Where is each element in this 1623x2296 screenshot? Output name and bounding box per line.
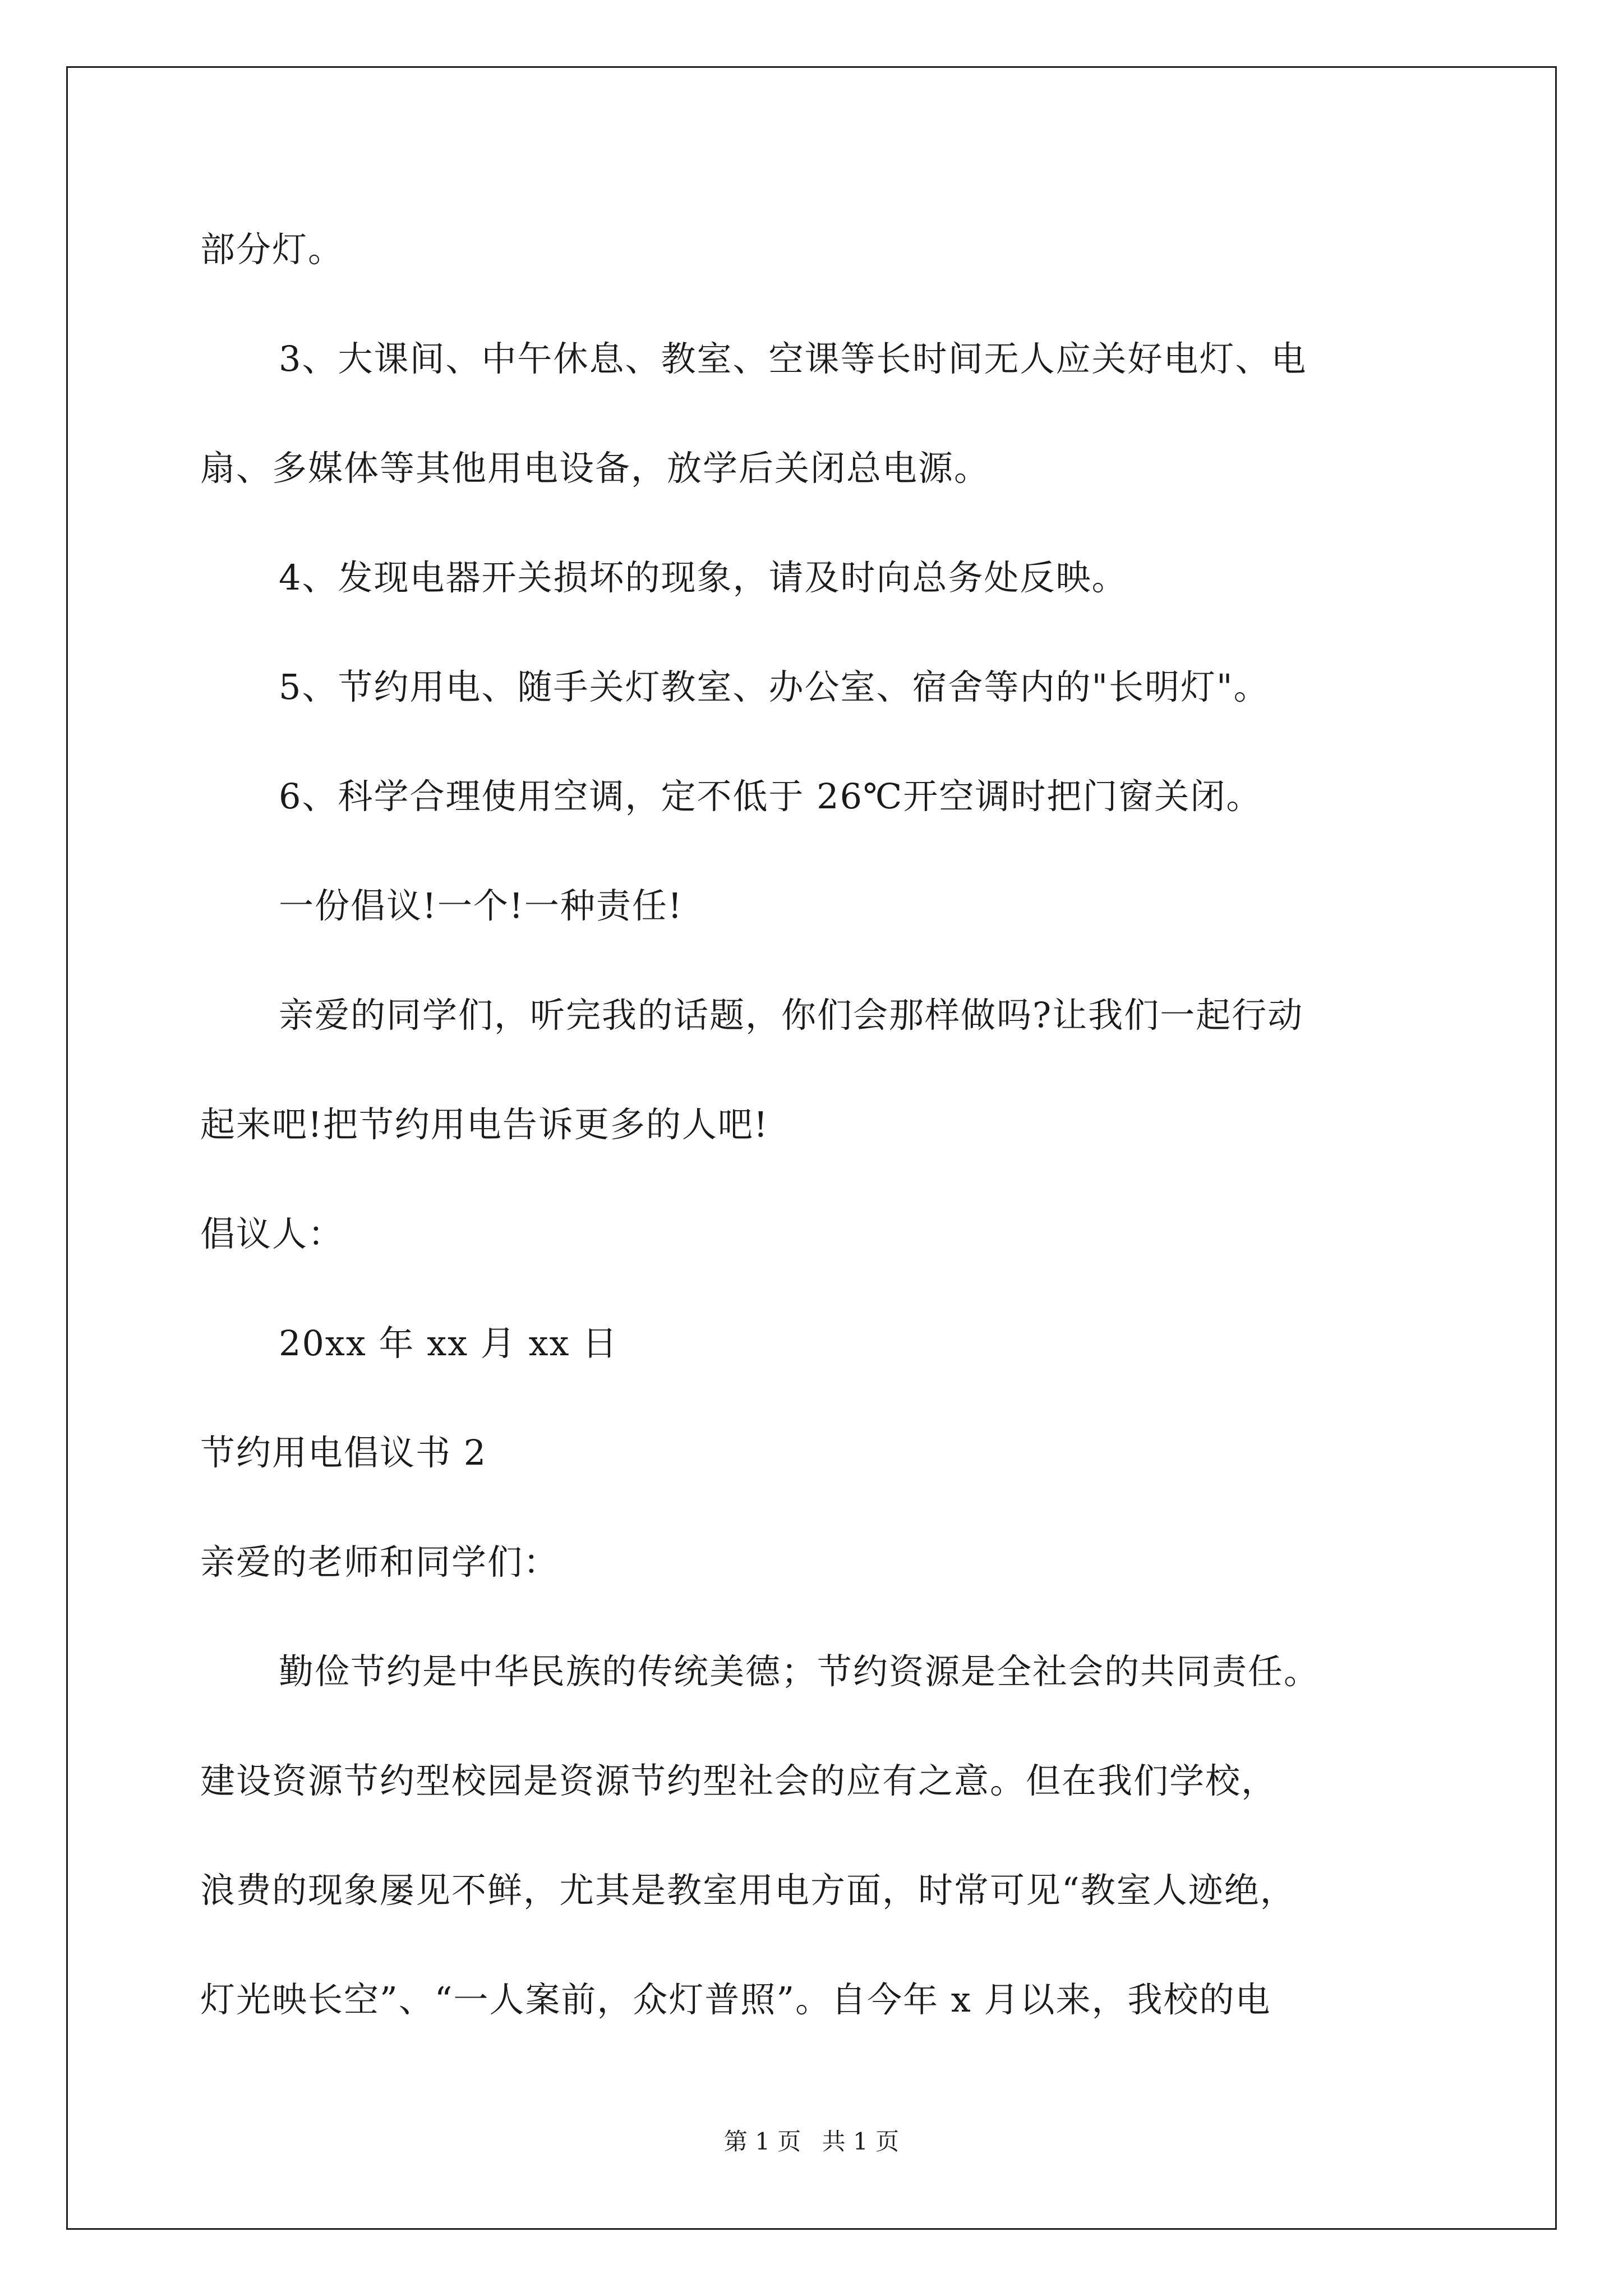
text-line-8: 亲爱的同学们，听完我的话题，你们会那样做吗?让我们一起行动	[279, 995, 1304, 1036]
text-line-9: 起来吧!把节约用电告诉更多的人吧!	[200, 1104, 769, 1145]
text-line-5: 5、节约用电、随手关灯教室、办公室、宿舍等内的"长明灯"。	[279, 666, 1270, 707]
text-line-14: 勤俭节约是中华民族的传统美德；节约资源是全社会的共同责任。	[279, 1651, 1320, 1692]
page-footer	[0, 2125, 1623, 2159]
text-line-2: 3、大课间、中午休息、教室、空课等长时间无人应关好电灯、电	[279, 338, 1307, 379]
section-title: 节约用电倡议书 2	[200, 1432, 487, 1473]
page-total: 共 1 页	[822, 2128, 900, 2155]
text-line-6: 6、科学合理使用空调，定不低于 26℃开空调时把门窗关闭。	[279, 776, 1262, 817]
text-line-16: 浪费的现象屡见不鲜，尤其是教室用电方面，时常可见“教室人迹绝，	[200, 1870, 1296, 1911]
salutation: 亲爱的老师和同学们：	[200, 1542, 560, 1582]
text-line-7: 一份倡议!一个!一种责任!	[279, 885, 683, 926]
page-number: 第 1 页	[723, 2128, 801, 2155]
date-line: 20xx 年 xx 月 xx 日	[279, 1323, 619, 1364]
text-line-3: 扇、多媒体等其他用电设备，放学后关闭总电源。	[200, 448, 990, 489]
text-line-4: 4、发现电器开关损坏的现象，请及时向总务处反映。	[279, 557, 1128, 598]
signatory-label: 倡议人：	[200, 1213, 344, 1254]
text-line-1: 部分灯。	[200, 229, 344, 270]
text-line-17: 灯光映长空”、“一人案前，众灯普照”。自今年 x 月以来，我校的电	[200, 1979, 1271, 2020]
text-line-15: 建设资源节约型校园是资源节约型社会的应有之意。但在我们学校，	[200, 1760, 1278, 1801]
